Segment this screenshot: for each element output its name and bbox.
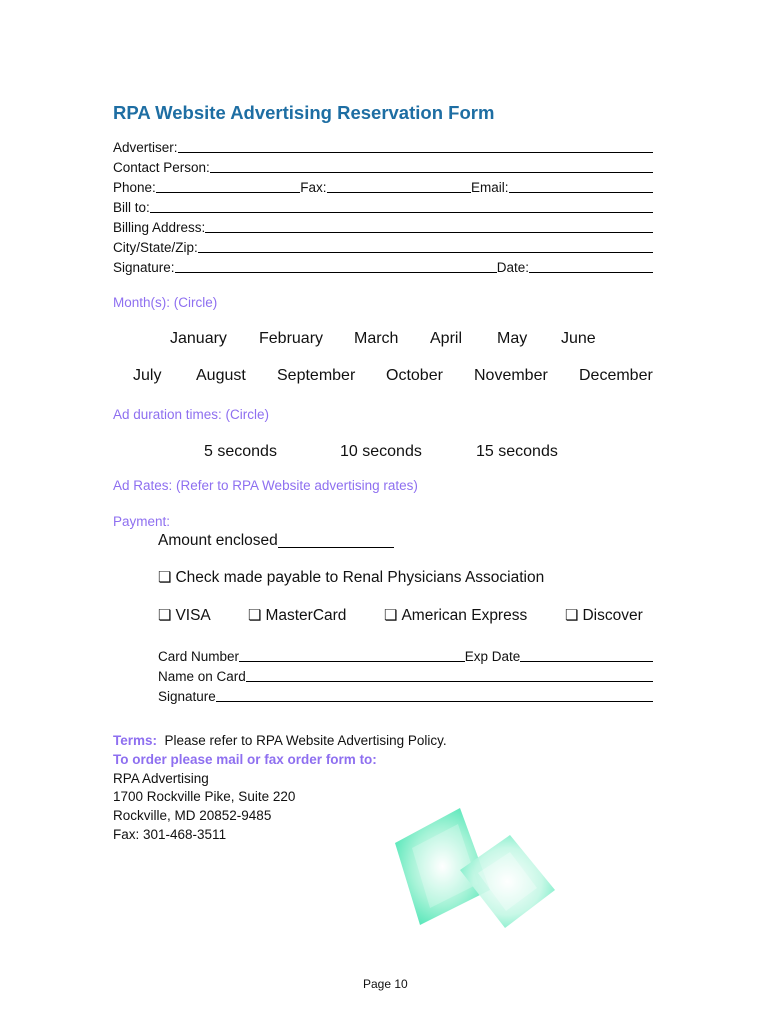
phone-fax-email-row xyxy=(113,177,653,195)
exp-date-field[interactable] xyxy=(520,647,653,662)
form-title: RPA Website Advertising Reservation Form xyxy=(113,102,495,123)
address-line-1: RPA Advertising xyxy=(113,771,209,786)
signature-field[interactable] xyxy=(175,258,497,273)
month-october[interactable]: October xyxy=(386,367,443,384)
card-signature-field[interactable] xyxy=(216,687,653,702)
american-express-label: American Express xyxy=(401,607,528,624)
month-april[interactable]: April xyxy=(430,330,463,347)
date-label: Date: xyxy=(496,260,530,275)
address-line-2: 1700 Rockville Pike, Suite 220 xyxy=(113,789,296,804)
month-december[interactable]: December xyxy=(579,367,653,384)
page-number: Page 10 xyxy=(363,977,408,991)
name-on-card-field[interactable] xyxy=(246,667,653,682)
checkbox-icon[interactable]: ❏ xyxy=(565,607,579,624)
signature-date-row xyxy=(113,257,653,275)
checkbox-icon[interactable]: ❏ xyxy=(158,569,172,586)
month-september[interactable]: September xyxy=(277,367,356,384)
email-label: Email: xyxy=(471,180,509,195)
months-label: Month(s): (Circle) xyxy=(113,295,218,310)
card-number-row xyxy=(158,646,653,664)
card-signature-label: Signature xyxy=(158,689,216,704)
checkbox-icon[interactable]: ❏ xyxy=(158,607,172,624)
discover-label: Discover xyxy=(582,607,643,624)
month-february[interactable]: February xyxy=(259,330,324,347)
month-november[interactable]: November xyxy=(474,367,548,384)
card-number-field[interactable] xyxy=(239,647,465,662)
contact-person-label: Contact Person: xyxy=(113,160,210,175)
name-on-card-row xyxy=(158,666,653,684)
advertiser-row xyxy=(113,137,653,155)
month-may[interactable]: May xyxy=(497,330,528,347)
bill-to-row xyxy=(113,197,653,215)
visa-label: VISA xyxy=(175,607,211,624)
check-option-label: Check made payable to Renal Physicians Association xyxy=(175,569,545,586)
american-express-option[interactable] xyxy=(384,606,527,625)
bill-to-field[interactable] xyxy=(150,198,653,213)
fax-field[interactable] xyxy=(327,178,471,193)
city-state-zip-row xyxy=(113,237,653,255)
exp-date-label: Exp Date xyxy=(464,649,521,664)
address-line-3: Rockville, MD 20852-9485 xyxy=(113,808,272,823)
city-state-zip-label: City/State/Zip: xyxy=(113,240,198,255)
phone-label: Phone: xyxy=(113,180,156,195)
month-march[interactable]: March xyxy=(354,330,399,347)
email-field[interactable] xyxy=(509,178,653,193)
mastercard-option[interactable] xyxy=(248,606,346,625)
card-signature-row xyxy=(158,686,653,704)
advertiser-field[interactable] xyxy=(178,138,653,153)
duration-10-seconds[interactable]: 10 seconds xyxy=(340,443,422,460)
contact-person-field[interactable] xyxy=(210,158,653,173)
city-state-zip-field[interactable] xyxy=(198,238,653,253)
fax-line: Fax: 301-468-3511 xyxy=(113,827,227,842)
billing-address-field[interactable] xyxy=(205,218,653,233)
duration-label: Ad duration times: (Circle) xyxy=(113,407,270,422)
month-january[interactable]: January xyxy=(170,330,227,347)
checkbox-icon[interactable]: ❏ xyxy=(384,607,398,624)
amount-enclosed-row xyxy=(158,530,394,550)
billing-address-label: Billing Address: xyxy=(113,220,206,235)
duration-5-seconds[interactable]: 5 seconds xyxy=(204,443,277,460)
checkbox-icon[interactable]: ❏ xyxy=(248,607,262,624)
order-label: To order please mail or fax order form to: xyxy=(113,752,377,767)
visa-option[interactable] xyxy=(158,606,211,625)
duration-15-seconds[interactable]: 15 seconds xyxy=(476,443,558,460)
month-july[interactable]: July xyxy=(133,367,162,384)
mastercard-label: MasterCard xyxy=(265,607,347,624)
phone-field[interactable] xyxy=(156,178,300,193)
fax-label: Fax: xyxy=(300,180,327,195)
card-number-label: Card Number xyxy=(158,649,240,664)
month-august[interactable]: August xyxy=(196,367,246,384)
payment-label: Payment: xyxy=(113,514,171,529)
date-field[interactable] xyxy=(529,258,653,273)
name-on-card-label: Name on Card xyxy=(158,669,246,684)
signature-label: Signature: xyxy=(113,260,175,275)
billing-address-row xyxy=(113,217,653,235)
amount-enclosed-field[interactable] xyxy=(278,533,394,548)
advertiser-label: Advertiser: xyxy=(113,140,178,155)
decorative-squares-graphic xyxy=(390,800,560,935)
month-june[interactable]: June xyxy=(561,330,596,347)
terms-text: Please refer to RPA Website Advertising Policy. xyxy=(164,733,447,748)
bill-to-label: Bill to: xyxy=(113,200,150,215)
terms-label: Terms: xyxy=(113,733,158,748)
contact-person-row xyxy=(113,157,653,175)
amount-enclosed-label: Amount enclosed xyxy=(158,532,278,549)
terms-line xyxy=(113,733,447,748)
discover-option[interactable] xyxy=(565,606,643,625)
ad-rates-label: Ad Rates: (Refer to RPA Website advertising rates) xyxy=(113,478,418,493)
check-option[interactable] xyxy=(158,568,544,587)
